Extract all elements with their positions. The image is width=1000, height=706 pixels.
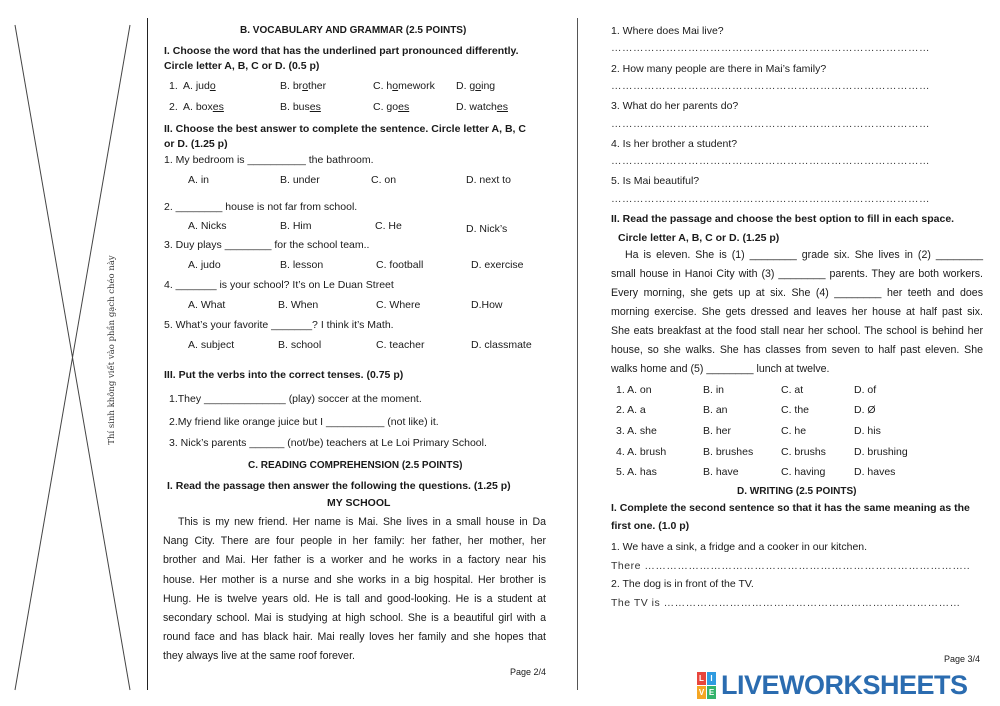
option-b[interactable]: B. her [703,425,732,437]
section-d-title: D. WRITING (2.5 POINTS) [737,486,857,497]
writing-question-1: 1. We have a sink, a fridge and a cooker in our kitchen. [611,541,868,553]
option-b[interactable]: B. brother [280,80,327,92]
option-d[interactable]: D. haves [854,466,896,478]
writing-title-line2: first one. (1.0 p) [611,520,690,532]
option-a[interactable]: A. What [188,299,226,311]
margin-note: Thí sinh không viết vào phần gạch chéo này [107,255,117,445]
option-a[interactable]: A. Nicks [188,220,227,232]
option-b[interactable]: B. an [703,404,728,416]
answer-line-1[interactable]: …………………………………………………………………………… [611,42,930,54]
option-a[interactable]: 2. A. a [616,404,646,416]
verb-question-3: 3. Nick’s parents ______ (not/be) teachers at Le Loi Primary School. [169,437,487,449]
part2-right-title-line1: II. Read the passage and choose the best option to fill in each space. [611,213,955,225]
passage-line: they always live at the same roof forever. [163,650,355,663]
section-c-title: C. READING COMPREHENSION (2.5 POINTS) [248,460,463,471]
option-c[interactable]: C. homework [373,80,435,92]
option-d[interactable]: D. Ø [854,404,876,416]
logo-text: LIVEWORKSHEETS [721,670,968,700]
option-a[interactable]: A. in [188,174,210,186]
option-c[interactable]: C. football [376,259,424,271]
answer-line-2[interactable]: …………………………………………………………………………… [611,80,930,92]
question-number: 1. [169,80,178,92]
writing-question-2: 2. The dog is in front of the TV. [611,578,754,590]
option-c[interactable]: C. Where [376,299,421,311]
option-a[interactable]: 4. A. brush [616,446,667,458]
option-c[interactable]: C. the [781,404,810,416]
answer-line-3[interactable]: …………………………………………………………………………… [611,118,930,130]
writing-answer-2[interactable]: The TV is ……………………………………………………………………… [611,597,961,609]
question-number: 2. [169,101,178,113]
margin-divider [147,18,148,690]
passage-title: MY SCHOOL [327,497,391,509]
question-text: 5. What’s your favorite _______? I think it’s Math. [164,319,394,331]
reading1-title: I. Read the passage then answer the following the questions. (1.25 p) [167,480,511,492]
passage-line: Nang City. There are four people in her family: her father, her mother, her [163,535,546,548]
option-c[interactable]: C. teacher [376,339,425,351]
question-4: 4. Is her brother a student? [611,138,738,150]
cloze-line: morning exercise. She gets dressed and leaves her house at half past six. [611,306,983,318]
option-c[interactable]: C. goes [373,101,410,113]
question-2: 2. How many people are there in Mai’s family? [611,63,827,75]
part1-title-line1: I. Choose the word that has the underlined part pronounced differently. [164,45,519,57]
option-d[interactable]: D.How [471,299,503,311]
verb-question-1: 1.They ______________ (play) soccer at the moment. [169,393,422,405]
section-b-title: B. VOCABULARY AND GRAMMAR (2.5 POINTS) [240,25,467,36]
cloze-line: Every morning, she gets up at six. She (4) ________ her teeth and does [611,287,983,299]
passage-line: Hung. He is twelve years old. He is tall and good-looking. He is a student at [163,592,546,605]
answer-line-5[interactable]: …………………………………………………………………………… [611,193,930,205]
question-text: 1. My bedroom is __________ the bathroom. [164,154,374,166]
option-a[interactable]: A. judo [183,80,216,92]
option-b[interactable]: B. under [280,174,320,186]
part2-right-title-line2: Circle letter A, B, C or D. (1.25 p) [618,232,780,244]
option-b[interactable]: B. have [703,466,739,478]
option-b[interactable]: B. lesson [280,259,324,271]
answer-line-4[interactable]: …………………………………………………………………………… [611,155,930,167]
option-d[interactable]: D. next to [466,174,511,186]
reading-passage [163,513,546,667]
option-d[interactable]: D. of [854,384,877,396]
question-1: 1. Where does Mai live? [611,25,724,37]
option-d[interactable]: D. his [854,425,881,437]
part2-title-line2: or D. (1.25 p) [164,138,228,150]
option-a[interactable]: 1. A. on [616,384,652,396]
page-divider [577,18,578,690]
logo-tile: L [697,672,706,685]
logo-tile: I [707,672,716,685]
option-b[interactable]: B. in [703,384,725,396]
option-a[interactable]: A. judo [188,259,221,271]
cloze-line: Ha is eleven. She is (1) ________ grade six. She lives in (2) ________ [625,249,983,261]
option-d[interactable]: D. going [456,80,496,92]
option-c[interactable]: C. on [371,174,397,186]
option-c[interactable]: C. at [781,384,804,396]
logo-mark [697,672,717,700]
verb-question-2: 2.My friend like orange juice but I __________ (not like) it. [169,416,439,428]
cloze-line: walks home and (5) ________ lunch at twelve. [611,363,830,375]
option-b[interactable]: B. buses [280,101,321,113]
cloze-line: house, so she walks. She has classes from seven to half past eleven. She [611,344,983,356]
logo-tile: V [698,688,705,697]
crossed-margin [0,0,160,706]
option-d[interactable]: D. Nick’s [466,223,508,235]
option-c[interactable]: C. He [375,220,402,232]
writing-answer-1[interactable]: There …………………………………………………………………………….. [611,560,971,572]
liveworksheets-logo[interactable] [697,672,997,702]
page-number-right: Page 3/4 [944,654,981,664]
passage-line: This is my new friend. Her name is Mai. She lives in a small house in Da [178,516,546,528]
option-a[interactable]: 3. A. she [616,425,657,437]
option-b[interactable]: B. When [278,299,319,311]
option-d[interactable]: D. brushing [854,446,908,458]
option-c[interactable]: C. brushs [781,446,826,458]
part1-title-line2: Circle letter A, B, C or D. (0.5 p) [164,60,320,72]
cloze-line: small house in Hanoi City with (3) ________ parents. They are both workers. [611,268,983,280]
option-a[interactable]: A. subject [188,339,235,351]
option-a[interactable]: 5. A. has [616,466,657,478]
option-d[interactable]: D. watches [456,101,508,113]
cloze-line: She eats breakfast at the food stall near her school. The school is behind her [611,325,983,337]
option-c[interactable]: C. having [781,466,826,478]
option-c[interactable]: C. he [781,425,807,437]
question-5: 5. Is Mai beautiful? [611,175,700,187]
passage-line: brother and Mai. Her father is a worker and he works in a factory near his [163,554,546,567]
passage-line: house. Her mother is a nurse and she works in a big hospital. Her brother is [163,573,546,586]
option-a[interactable]: A. boxes [183,101,224,113]
question-text: 3. Duy plays ________ for the school team.. [164,239,370,251]
passage-line: secondary school. Mai is studying at high school. She is a beautiful girl with a [163,612,546,625]
part2-title-line1: II. Choose the best answer to complete the sentence. Circle letter A, B, C [164,123,526,135]
option-d[interactable]: D. classmate [471,339,532,351]
part3-title: III. Put the verbs into the correct tenses. (0.75 p) [164,369,404,381]
cloze-passage [611,246,983,379]
logo-tile: E [708,688,715,697]
option-d[interactable]: D. exercise [471,259,524,271]
option-b[interactable]: B. Him [280,220,312,232]
option-b[interactable]: B. brushes [703,446,754,458]
option-b[interactable]: B. school [278,339,322,351]
question-3: 3. What do her parents do? [611,100,739,112]
question-text: 2. ________ house is not far from school. [164,201,358,213]
writing-title-line1: I. Complete the second sentence so that it has the same meaning as the [611,502,970,514]
page-number-left: Page 2/4 [510,667,547,677]
passage-line: round face and has black hair. Mai really loves her family and she hopes that [163,631,546,644]
question-text: 4. _______ is your school? It’s on Le Duan Street [164,279,394,291]
